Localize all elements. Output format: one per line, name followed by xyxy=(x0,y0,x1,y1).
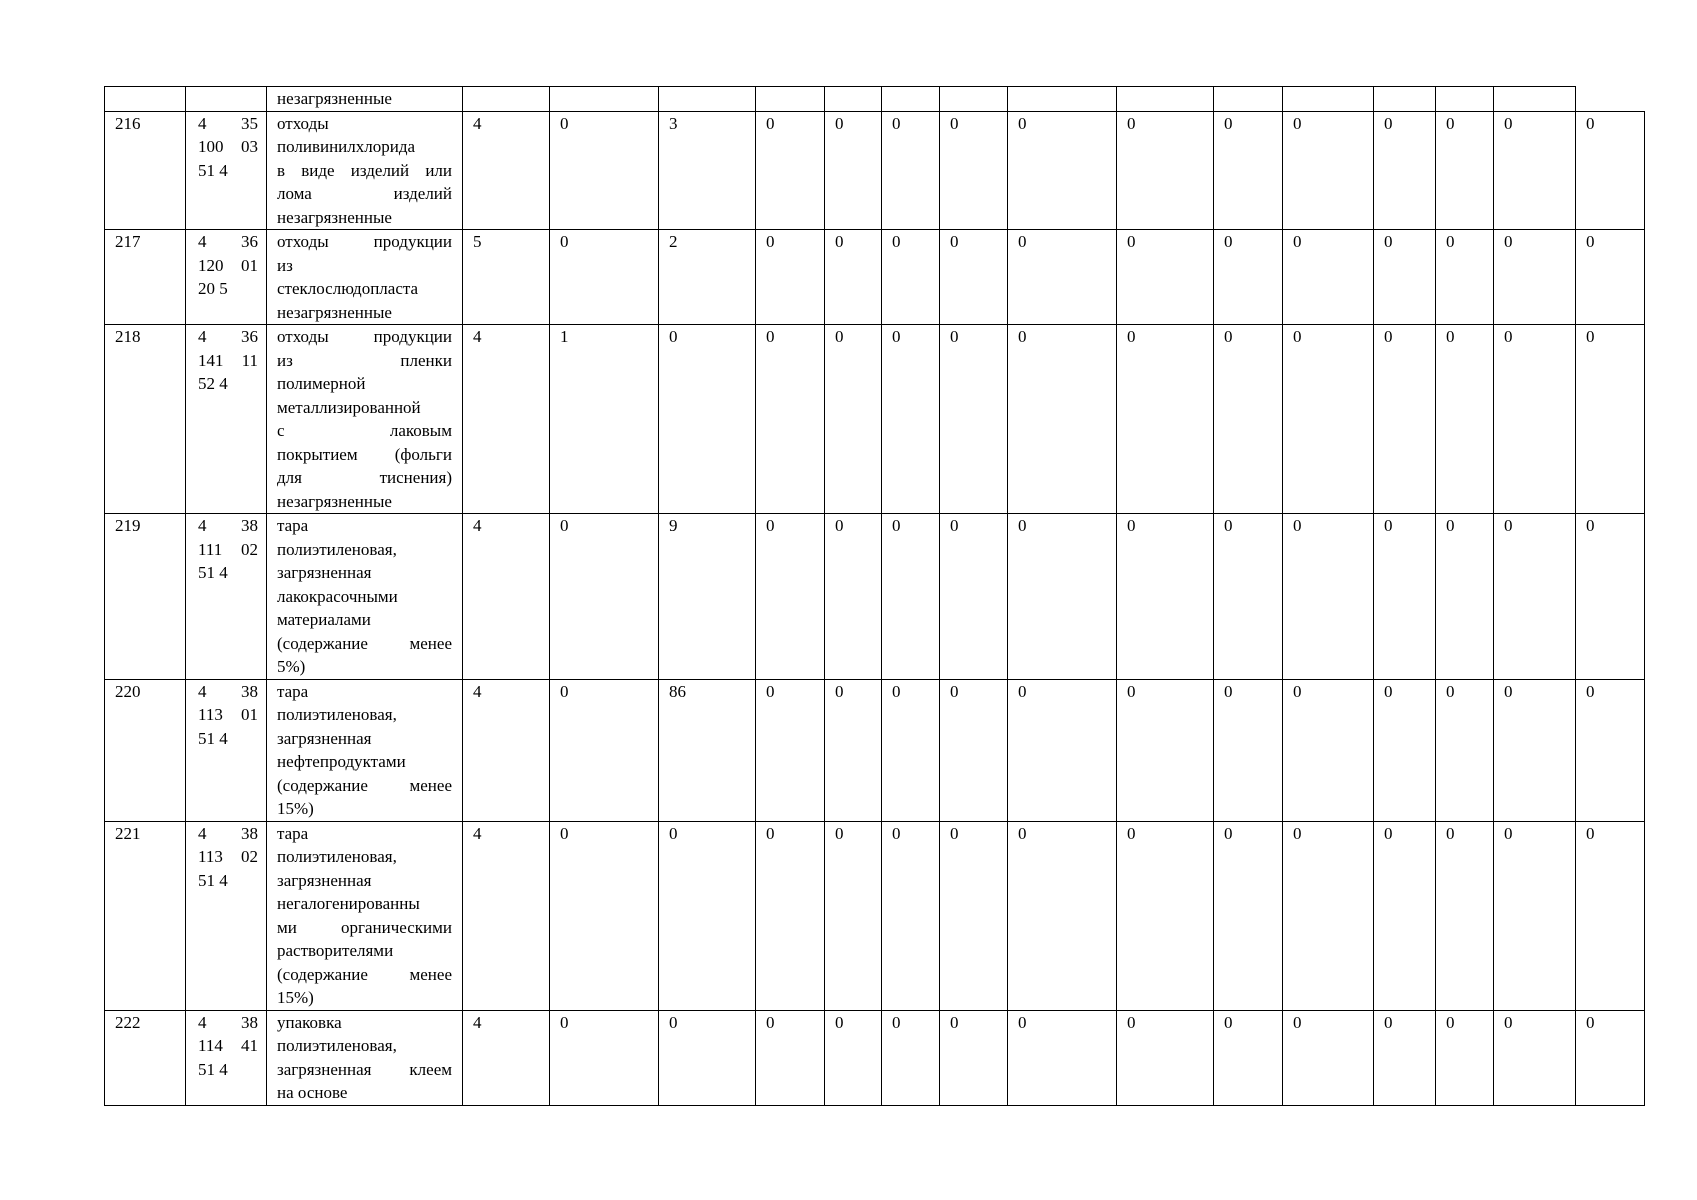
cell-value: 2 xyxy=(659,230,756,325)
cell-value: 0 xyxy=(1117,821,1214,1010)
waste-name-line: стеклослюдопласта xyxy=(277,279,419,298)
cell-value: 0 xyxy=(940,679,1008,821)
waste-name-line: полиэтиленовая, xyxy=(277,847,397,866)
waste-code-line: 120 01 xyxy=(198,255,258,275)
waste-code-line: 52 4 xyxy=(198,374,228,393)
cell-value: 0 xyxy=(825,230,882,325)
cell-value xyxy=(825,87,882,112)
cell-value: 0 xyxy=(1494,514,1576,680)
waste-name-line: отходы xyxy=(277,113,329,133)
cell-hazard-class: 4 xyxy=(463,111,550,230)
cell-value: 0 xyxy=(756,230,825,325)
waste-name-line: отходы продукции xyxy=(277,327,452,346)
cell-value: 0 xyxy=(1494,230,1576,325)
cell-value: 0 xyxy=(659,325,756,514)
cell-code xyxy=(186,230,267,325)
waste-name-line: незагрязненные xyxy=(277,491,392,511)
cell-value: 0 xyxy=(550,514,659,680)
cell-value: 0 xyxy=(825,1010,882,1105)
cell-value: 0 xyxy=(1283,679,1374,821)
waste-name-line: загрязненная клеем xyxy=(277,1059,452,1079)
cell-value: 3 xyxy=(659,111,756,230)
waste-name-line: негалогенированны xyxy=(277,894,420,913)
waste-name-line: загрязненная xyxy=(277,870,372,890)
cell-value: 0 xyxy=(1576,230,1645,325)
cell-code xyxy=(186,514,267,680)
cell-value: 0 xyxy=(1283,325,1374,514)
waste-name-line: упаковка xyxy=(277,1012,342,1032)
cell-value: 0 xyxy=(825,514,882,680)
cell-value: 0 xyxy=(1283,111,1374,230)
cell-value: 0 xyxy=(756,111,825,230)
waste-name-line: загрязненная xyxy=(277,563,372,582)
waste-name-line: незагрязненные xyxy=(277,207,392,227)
cell-value xyxy=(1494,87,1576,112)
cell-value: 0 xyxy=(1374,1010,1436,1105)
cell-value: 0 xyxy=(882,230,940,325)
waste-name-line: полимерной xyxy=(277,374,366,393)
cell-value: 0 xyxy=(1576,514,1645,680)
table-row xyxy=(105,821,1645,1010)
cell-value: 0 xyxy=(1436,821,1494,1010)
waste-code-line: 51 4 xyxy=(198,1059,228,1079)
waste-code-line: 51 4 xyxy=(198,160,228,180)
cell-value: 0 xyxy=(1117,514,1214,680)
cell-value: 0 xyxy=(1117,230,1214,325)
waste-name-line: из пленки xyxy=(277,350,452,370)
cell-value: 0 xyxy=(882,514,940,680)
cell-value: 0 xyxy=(1576,1010,1645,1105)
cell-value: 0 xyxy=(940,1010,1008,1105)
cell-value: 0 xyxy=(1008,1010,1117,1105)
cell-value: 0 xyxy=(1008,514,1117,680)
cell-code xyxy=(186,111,267,230)
cell-value xyxy=(1283,87,1374,112)
cell-value xyxy=(463,87,550,112)
table-row-continued xyxy=(105,87,1645,112)
waste-name-line: для тиснения) xyxy=(277,468,452,487)
waste-code-line: 141 11 xyxy=(198,350,258,370)
cell-value: 0 xyxy=(1214,679,1283,821)
cell-value: 9 xyxy=(659,514,756,680)
cell-value: 0 xyxy=(1214,111,1283,230)
table-row xyxy=(105,1010,1645,1105)
cell-value: 0 xyxy=(1436,679,1494,821)
waste-name-line: лакокрасочными xyxy=(277,586,398,606)
cell-num: 216 xyxy=(105,111,186,230)
waste-name-line: 15%) xyxy=(277,799,314,818)
cell-value xyxy=(1374,87,1436,112)
waste-name-line: из xyxy=(277,255,293,275)
waste-name-line: лома изделий xyxy=(277,184,452,203)
cell-value: 0 xyxy=(940,821,1008,1010)
cell-value: 0 xyxy=(882,325,940,514)
waste-name-line: на основе xyxy=(277,1083,348,1102)
cell-value: 0 xyxy=(1008,821,1117,1010)
waste-name-line: (содержание менее xyxy=(277,775,452,795)
cell-value: 0 xyxy=(940,325,1008,514)
cell-value: 0 xyxy=(550,1010,659,1105)
waste-name-line: тара xyxy=(277,516,309,535)
waste-code-line: 51 4 xyxy=(198,728,228,748)
waste-code-line: 4 38 xyxy=(198,681,258,701)
waste-name-line: в виде изделий или xyxy=(277,160,452,180)
cell-value: 0 xyxy=(1008,230,1117,325)
cell-value: 0 xyxy=(1576,111,1645,230)
cell-value xyxy=(882,87,940,112)
waste-name-line: незагрязненные xyxy=(277,302,392,322)
cell-value: 0 xyxy=(1214,230,1283,325)
cell-value xyxy=(550,87,659,112)
cell-value: 0 xyxy=(825,821,882,1010)
waste-name-line: загрязненная xyxy=(277,728,372,748)
cell-code xyxy=(186,821,267,1010)
waste-code-line: 4 35 xyxy=(198,113,258,133)
cell-value: 0 xyxy=(882,679,940,821)
waste-name-line: с лаковым xyxy=(277,421,452,440)
waste-code-line: 51 4 xyxy=(198,563,228,582)
cell-num: 222 xyxy=(105,1010,186,1105)
cell-value: 0 xyxy=(1283,230,1374,325)
waste-code-line: 4 38 xyxy=(198,516,258,535)
cell-value xyxy=(1436,87,1494,112)
cell-value: 0 xyxy=(1494,1010,1576,1105)
cell-value: 0 xyxy=(1374,514,1436,680)
cell-value: 0 xyxy=(1117,111,1214,230)
cell-value: 0 xyxy=(1576,325,1645,514)
cell-waste-name xyxy=(267,679,463,821)
cell-value: 0 xyxy=(1117,325,1214,514)
cell-waste-name xyxy=(267,325,463,514)
waste-name-line: металлизированной xyxy=(277,397,421,417)
cell-value: 0 xyxy=(1214,514,1283,680)
table-row xyxy=(105,111,1645,230)
cell-value: 0 xyxy=(1374,111,1436,230)
cell-value: 0 xyxy=(1436,111,1494,230)
cell-value: 0 xyxy=(1214,325,1283,514)
cell-value: 0 xyxy=(1436,230,1494,325)
waste-name-line: 15%) xyxy=(277,988,314,1007)
waste-code-line: 51 4 xyxy=(198,870,228,890)
cell-value: 0 xyxy=(659,1010,756,1105)
cell-value: 0 xyxy=(756,1010,825,1105)
cell-value: 0 xyxy=(1374,230,1436,325)
waste-name-line: тара xyxy=(277,681,309,701)
cell-waste-name xyxy=(267,1010,463,1105)
waste-name-line: поливинилхлорида xyxy=(277,137,416,156)
cell-hazard-class: 4 xyxy=(463,514,550,680)
cell-value: 0 xyxy=(882,111,940,230)
table-row xyxy=(105,230,1645,325)
cell-value: 0 xyxy=(825,111,882,230)
cell-code xyxy=(186,325,267,514)
cell-num: 218 xyxy=(105,325,186,514)
cell-value xyxy=(940,87,1008,112)
cell-value: 0 xyxy=(825,325,882,514)
waste-name-line: 5%) xyxy=(277,657,306,676)
cell-value: 0 xyxy=(756,821,825,1010)
waste-code-line: 114 41 xyxy=(198,1036,258,1055)
cell-value: 0 xyxy=(1436,325,1494,514)
cell-value: 0 xyxy=(1214,821,1283,1010)
cell-value: 0 xyxy=(1117,679,1214,821)
cell-value: 0 xyxy=(1494,679,1576,821)
cell-value: 0 xyxy=(550,111,659,230)
cell-code xyxy=(186,1010,267,1105)
cell-value: 86 xyxy=(659,679,756,821)
table-row xyxy=(105,679,1645,821)
cell-value: 0 xyxy=(1008,111,1117,230)
waste-name-line: тара xyxy=(277,823,309,843)
waste-code-line: 4 38 xyxy=(198,823,258,843)
cell-value: 0 xyxy=(1494,325,1576,514)
waste-code-line: 100 03 xyxy=(198,137,258,156)
waste-name-line: нефтепродуктами xyxy=(277,752,406,771)
waste-name-line: незагрязненные xyxy=(277,89,392,108)
cell-value xyxy=(1008,87,1117,112)
waste-name-line: полиэтиленовая, xyxy=(277,705,397,724)
cell-num: 219 xyxy=(105,514,186,680)
cell-value: 0 xyxy=(550,230,659,325)
cell-code xyxy=(186,87,267,112)
waste-code-line: 111 02 xyxy=(198,539,258,559)
waste-code-line: 4 36 xyxy=(198,232,258,251)
waste-name-line: отходы продукции xyxy=(277,232,452,251)
cell-value: 0 xyxy=(825,679,882,821)
waste-code-line: 113 01 xyxy=(198,705,258,724)
waste-name-line: полиэтиленовая, xyxy=(277,1036,397,1055)
table-row xyxy=(105,514,1645,680)
cell-value: 0 xyxy=(1374,821,1436,1010)
cell-num xyxy=(105,87,186,112)
table-body xyxy=(105,87,1645,1106)
cell-value: 0 xyxy=(1214,1010,1283,1105)
cell-value: 0 xyxy=(659,821,756,1010)
cell-value: 0 xyxy=(1374,679,1436,821)
cell-value: 0 xyxy=(1436,1010,1494,1105)
cell-value: 0 xyxy=(940,514,1008,680)
cell-num: 217 xyxy=(105,230,186,325)
cell-waste-name xyxy=(267,230,463,325)
cell-hazard-class: 4 xyxy=(463,1010,550,1105)
waste-code-line: 4 36 xyxy=(198,327,258,346)
waste-code-line: 20 5 xyxy=(198,279,228,298)
waste-name-line: полиэтиленовая, xyxy=(277,539,397,559)
cell-hazard-class: 4 xyxy=(463,821,550,1010)
cell-value: 0 xyxy=(1008,325,1117,514)
waste-name-line: покрытием (фольги xyxy=(277,444,452,464)
cell-value: 0 xyxy=(756,679,825,821)
waste-name-line: материалами xyxy=(277,610,371,629)
cell-value: 1 xyxy=(550,325,659,514)
waste-name-line: (содержание менее xyxy=(277,633,452,653)
cell-value: 0 xyxy=(882,1010,940,1105)
table-row xyxy=(105,325,1645,514)
cell-waste-name xyxy=(267,821,463,1010)
cell-waste-name xyxy=(267,87,463,112)
cell-value xyxy=(1117,87,1214,112)
cell-code xyxy=(186,679,267,821)
cell-value: 0 xyxy=(550,679,659,821)
waste-table xyxy=(104,86,1645,1106)
cell-value xyxy=(756,87,825,112)
cell-waste-name xyxy=(267,111,463,230)
cell-value: 0 xyxy=(756,514,825,680)
cell-value: 0 xyxy=(940,111,1008,230)
cell-value: 0 xyxy=(756,325,825,514)
cell-value xyxy=(1214,87,1283,112)
waste-name-line: (содержание менее xyxy=(277,964,452,984)
cell-value: 0 xyxy=(1283,821,1374,1010)
cell-value xyxy=(659,87,756,112)
waste-code-line: 113 02 xyxy=(198,847,258,866)
cell-value: 0 xyxy=(1283,514,1374,680)
cell-value: 0 xyxy=(1283,1010,1374,1105)
cell-hazard-class: 4 xyxy=(463,325,550,514)
cell-value: 0 xyxy=(550,821,659,1010)
cell-value: 0 xyxy=(882,821,940,1010)
cell-num: 221 xyxy=(105,821,186,1010)
cell-num: 220 xyxy=(105,679,186,821)
cell-value: 0 xyxy=(1576,679,1645,821)
cell-value: 0 xyxy=(1008,679,1117,821)
cell-value: 0 xyxy=(1576,821,1645,1010)
cell-value: 0 xyxy=(1494,821,1576,1010)
cell-hazard-class: 4 xyxy=(463,679,550,821)
cell-waste-name xyxy=(267,514,463,680)
cell-value: 0 xyxy=(1374,325,1436,514)
cell-value: 0 xyxy=(1117,1010,1214,1105)
cell-value: 0 xyxy=(1436,514,1494,680)
waste-name-line: ми органическими xyxy=(277,917,452,937)
cell-hazard-class: 5 xyxy=(463,230,550,325)
cell-value: 0 xyxy=(1494,111,1576,230)
cell-value: 0 xyxy=(940,230,1008,325)
waste-code-line: 4 38 xyxy=(198,1012,258,1032)
waste-name-line: растворителями xyxy=(277,941,394,960)
